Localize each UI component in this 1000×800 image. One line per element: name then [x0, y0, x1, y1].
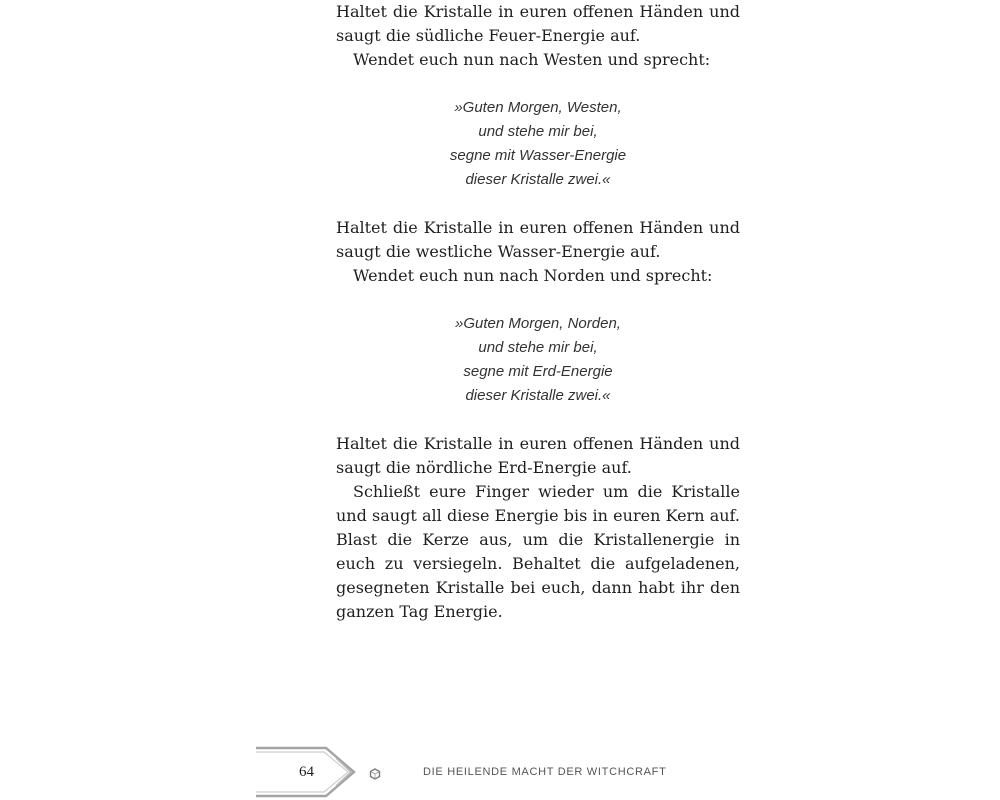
- body-paragraph: Haltet die Kristalle in euren offenen Händen und saugt die nördliche Erd-Energie auf.: [336, 434, 740, 477]
- running-title: DIE HEILENDE MACHT DER WITCHCRAFT: [423, 766, 667, 778]
- gem-ornament-icon: [369, 768, 381, 780]
- verse-line: und stehe mir bei,: [478, 339, 598, 356]
- verse-line: segne mit Wasser-Energie: [449, 147, 627, 164]
- body-paragraph: Wendet euch nun nach Norden und sprecht:: [353, 266, 713, 285]
- verse-block: [336, 96, 740, 192]
- verse-line: und stehe mir bei,: [478, 123, 598, 140]
- verse-line: segne mit Erd-Energie: [463, 363, 613, 380]
- body-paragraph: Haltet die Kristalle in euren offenen Händen und saugt die südliche Feuer-Energie auf.: [336, 2, 740, 45]
- page-body: [336, 0, 740, 624]
- page-number: 64: [299, 764, 314, 780]
- verse-block: [336, 312, 740, 408]
- verse-line: »Guten Morgen, Norden,: [455, 315, 621, 332]
- verse-line: dieser Kristalle zwei.«: [465, 171, 611, 188]
- body-paragraph: Schließt eure Finger wieder um die Kristalle und saugt all diese Energie bis in euren Kern auf. Blast die Kerze aus, um die Kristallenergie in euch zu versiegeln. Behaltet die aufgeladenen, gesegneten Kristalle bei euch, dann habt ihr den ganzen Tag Energie.: [336, 482, 740, 621]
- verse-line: dieser Kristalle zwei.«: [465, 387, 611, 404]
- body-paragraph: Wendet euch nun nach Westen und sprecht:: [353, 50, 711, 69]
- body-paragraph: Haltet die Kristalle in euren offenen Händen und saugt die westliche Wasser-Energie auf.: [336, 218, 740, 261]
- verse-line: »Guten Morgen, Westen,: [454, 99, 622, 116]
